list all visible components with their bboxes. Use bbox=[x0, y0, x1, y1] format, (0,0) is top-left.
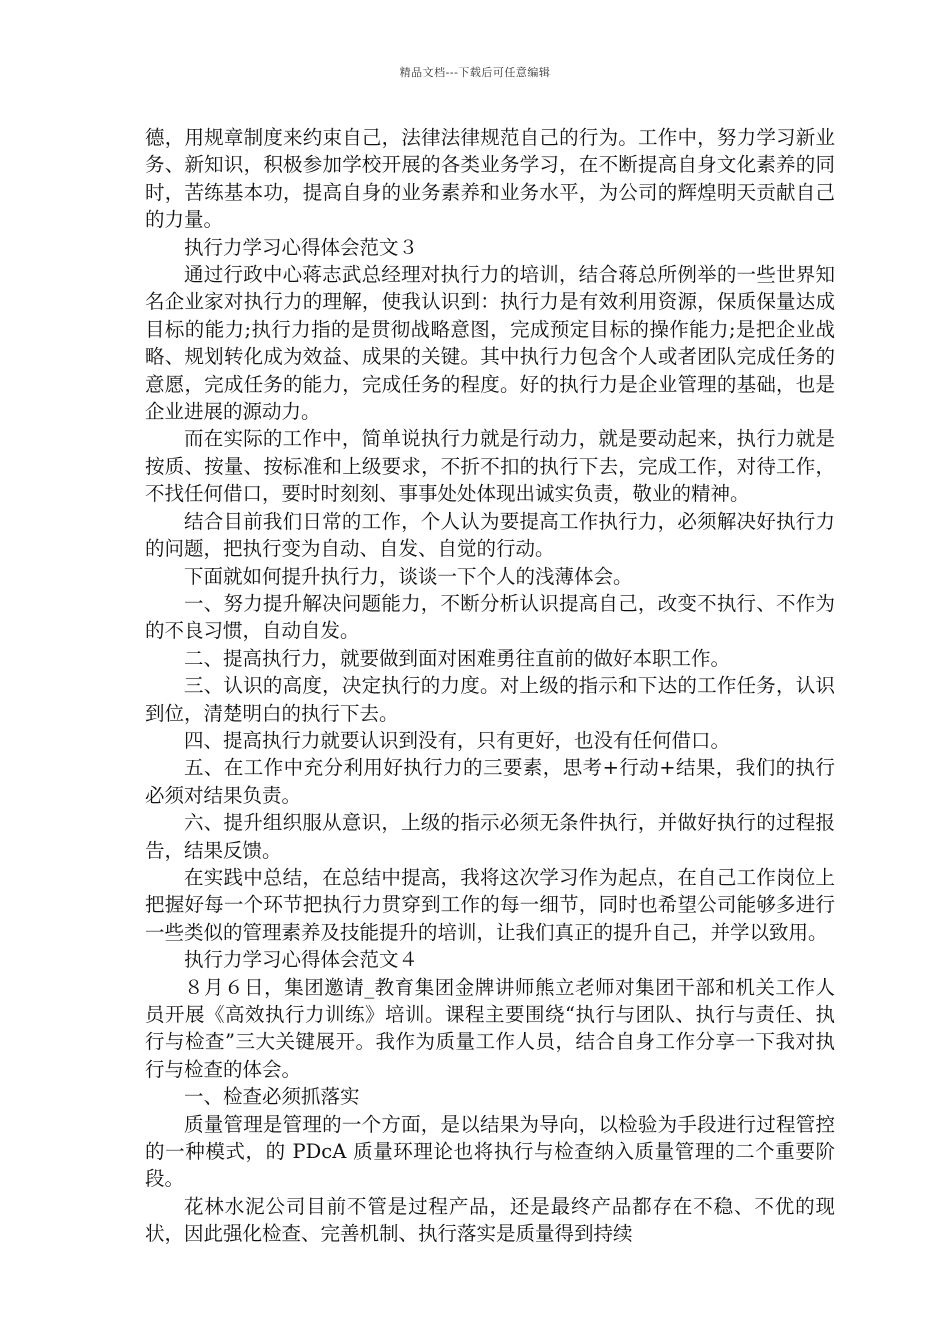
paragraph: 下面就如何提升执行力，谈谈一下个人的浅薄体会。 bbox=[184, 564, 633, 588]
paragraph: 三、认识的高度，决定执行的力度。对上级的指示和下达的工作任务，认识到位，清楚明白的执行下去。 bbox=[145, 674, 835, 725]
paragraph: 执行力学习心得体会范文４ bbox=[184, 948, 419, 972]
paragraph: 质量管理是管理的一个方面，是以结果为导向，以检验为手段进行过程管控的一种模式，的 PDcA 质量环理论也将执行与检查纳入质量管理的二个重要阶段。 bbox=[145, 1112, 835, 1191]
paragraph: 执行力学习心得体会范文３ bbox=[184, 235, 419, 259]
paragraph: 一、检查必须抓落实 bbox=[184, 1085, 360, 1109]
page-header: 精品文档---下载后可任意编辑 bbox=[399, 66, 551, 79]
paragraph: 而在实际的工作中，简单说执行力就是行动力，就是要动起来，执行力就是按质、按量、按标准和上级要求，不折不扣的执行下去，完成工作，对待工作，不找任何借口，要时时刻刻、事事处处体现出诚实负责，敬业的精神。 bbox=[145, 427, 835, 506]
paragraph: 四、提高执行力就要认识到没有，只有更好，也没有任何借口。 bbox=[184, 728, 731, 752]
paragraph: 通过行政中心蒋志武总经理对执行力的培训，结合蒋总所例举的一些世界知名企业家对执行力的理解，使我认识到：执行力是有效利用资源，保质保量达成目标的能力;执行力指的是贯彻战略意图，完成预定目标的操作能力;是把企业战略、规划转化成为效益、成果的关键。其中执行力包含个人或者团队完成任务的意愿，完成任务的能力，完成任务的程度。好的执行力是企业管理的基础，也是企业进展的源动力。 bbox=[145, 263, 835, 424]
paragraph: 一、努力提升解决问题能力，不断分析认识提高自己，改变不执行、不作为的不良习惯，自动自发。 bbox=[145, 591, 835, 643]
paragraph: 在实践中总结，在总结中提高，我将这次学习作为起点，在自己工作岗位上把握好每一个环节把执行力贯穿到工作的每一细节，同时也希望公司能够多进行一些类似的管理素养及技能提升的培训，让我们真正的提升自己，并学以致用。 bbox=[145, 865, 835, 944]
paragraph: 五、在工作中充分利用好执行力的三要素，思考+行动+结果，我们的执行必须对结果负责。 bbox=[145, 756, 835, 807]
paragraph: 六、提升组织服从意识，上级的指示必须无条件执行，并做好执行的过程报告，结果反馈。 bbox=[145, 811, 835, 862]
paragraph: 二、提高执行力，就要做到面对困难勇往直前的做好本职工作。 bbox=[184, 646, 731, 670]
document-body bbox=[145, 124, 835, 1248]
paragraph: ８月６日，集团邀请_教育集团金牌讲师熊立老师对集团干部和机关工作人员开展《高效执行力训练》培训。课程主要围绕“执行与团队、执行与责任、执行与检查”三大关键展开。我作为质量工作人员，结合自身工作分享一下我对执行与检查的体会。 bbox=[145, 975, 835, 1081]
paragraph: 德，用规章制度来约束自己，法律法律规范自己的行为。工作中，努力学习新业务、新知识，积极参加学校开展的各类业务学习，在不断提高自身文化素养的同时，苦练基本功，提高自身的业务素养和业务水平，为公司的辉煌明天贡献自己的力量。 bbox=[145, 126, 835, 232]
paragraph: 花林水泥公司目前不管是过程产品，还是最终产品都存在不稳、不优的现状，因此强化检查、完善机制、执行落实是质量得到持续 bbox=[145, 1194, 835, 1246]
paragraph: 结合目前我们日常的工作，个人认为要提高工作执行力，必须解决好执行力的问题，把执行变为自动、自发、自觉的行动。 bbox=[145, 509, 835, 561]
